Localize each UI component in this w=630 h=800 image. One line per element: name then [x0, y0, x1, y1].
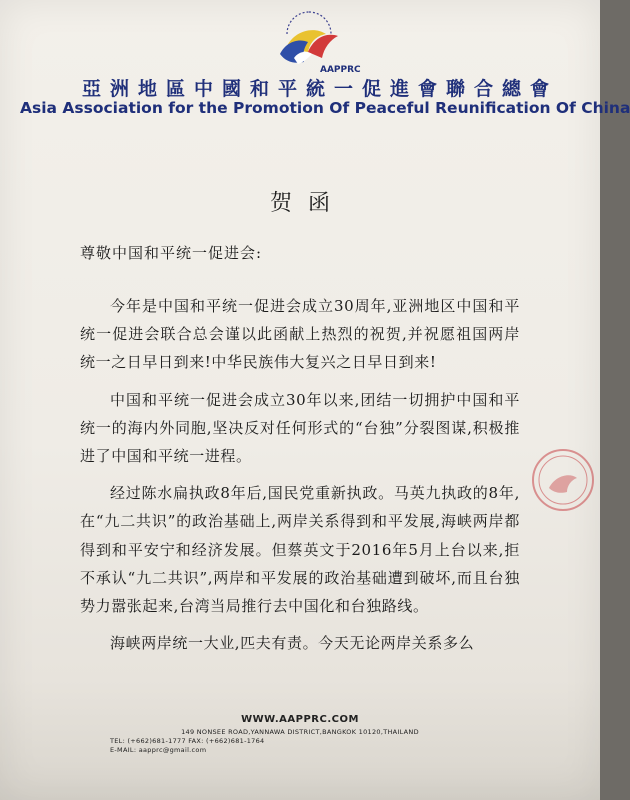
dove-logo-icon — [264, 8, 361, 76]
footer-address: 149 NONSEE ROAD,YANNAWA DISTRICT,BANGKOK 10120,THAILAND — [181, 728, 419, 736]
footer-email: E-MAIL: aapprc@gmail.com — [110, 746, 207, 754]
paragraph: 海峡两岸统一大业,匹夫有责。今天无论两岸关系多么 — [110, 634, 475, 653]
svg-text:AAPPRC: AAPPRC — [320, 65, 361, 75]
footer-tel-fax: TEL: (+662)681-1777 FAX: (+662)681-1764 — [110, 737, 265, 745]
letter-body — [80, 292, 520, 666]
red-seal-stamp-icon — [525, 440, 595, 520]
letter-footer — [0, 714, 600, 755]
paragraph: 中国和平统一促进会成立30年以来,团结一切拥护中国和平统一的海内外同胞,坚决反对任何形式的“台独”分裂图谋,积极推进了中国和平统一进程。 — [80, 390, 520, 466]
salutation: 尊敬中国和平统一促进会: — [80, 244, 263, 262]
paragraph: 今年是中国和平统一促进会成立30周年,亚洲地区中国和平统一促进会联合总会谨以此函献上热烈的祝贺,并祝愿祖国两岸统一之日早日到来!中华民族伟大复兴之日早日到来! — [80, 297, 520, 372]
footer-website: WWW.AAPPRC.COM — [241, 714, 359, 725]
letter-title: 贺函 — [269, 191, 346, 216]
paragraph: 经过陈水扁执政8年后,国民党重新执政。马英九执政的8年,在“九二共识”的政治基础上,两岸关系得到和平发展,海峡两岸都得到和平安宁和经济发展。但蔡英文于2016年5月上台以来,拒不承认“九二共识”,两岸和平发展的政治基础遭到破坏,而且台独势力嚣张起来,台湾当局推行去中国化和台独路线。 — [80, 484, 520, 616]
org-name-chinese: 亞洲地區中國和平統一促進會聯合總會 — [81, 78, 558, 100]
org-name-english: Asia Association for the Promotion Of Peaceful Reunification Of China — [20, 99, 630, 117]
